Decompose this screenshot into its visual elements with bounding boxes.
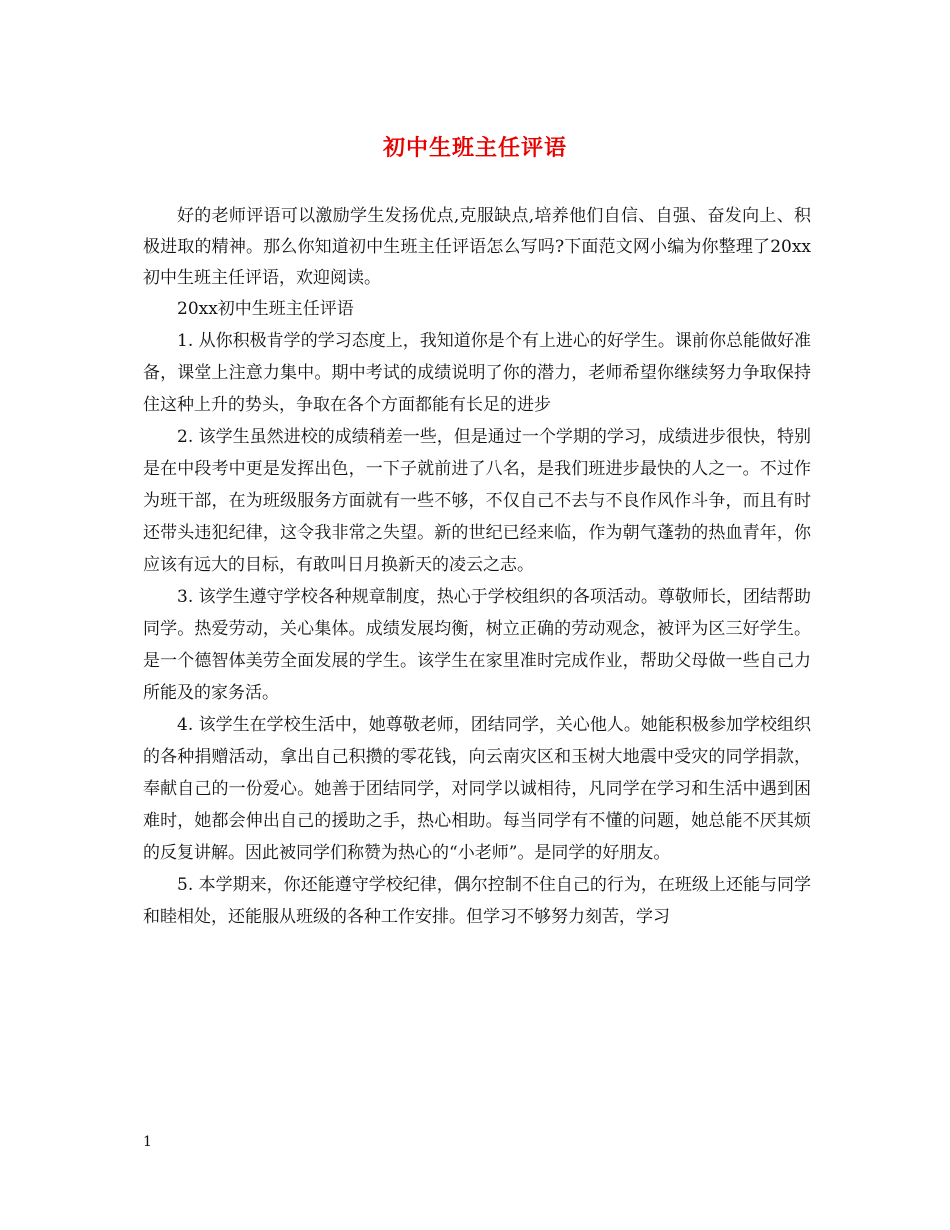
comment-item-2: 2. 该学生虽然进校的成绩稍差一些，但是通过一个学期的学习，成绩进步很快，特别是在中段考中更是发挥出色，一下子就前进了八名，是我们班进步最快的人之一。不过作为班干部，在为班级服务方面就有一些不够，不仅自己不去与不良作风作斗争，而且有时还带头违犯纪律，这令我非常之失望。新的世纪已经来临，作为朝气蓬勃的热血青年，你应该有远大的目标，有敢叫日月换新天的凌云之志。 <box>143 427 811 575</box>
comment-item-3: 3. 该学生遵守学校各种规章制度，热心于学校组织的各项活动。尊敬师长，团结帮助同学。热爱劳动，关心集体。成绩发展均衡，树立正确的劳动观念，被评为区三好学生。是一个德智体美劳全面发展的学生。该学生在家里准时完成作业，帮助父母做一些自己力所能及的家务活。 <box>143 587 811 703</box>
comment-item-5: 5. 本学期来，你还能遵守学校纪律，偶尔控制不住自己的行为，在班级上还能与同学和睦相处，还能服从班级的各种工作安排。但学习不够努力刻苦，学习 <box>143 875 811 927</box>
section-heading: 20xx初中生班主任评语 <box>177 299 354 319</box>
document-title: 初中生班主任评语 <box>382 135 567 161</box>
comment-item-4: 4. 该学生在学校生活中，她尊敬老师，团结同学，关心他人。她能积极参加学校组织的各种捐赠活动，拿出自己积攒的零花钱，向云南灾区和玉树大地震中受灾的同学捐款，奉献自己的一份爱心。她善于团结同学，对同学以诚相待，凡同学在学习和生活中遇到困难时，她都会伸出自己的援助之手，热心相助。每当同学有不懂的问题，她总能不厌其烦的反复讲解。因此被同学们称赞为热心的“小老师”。是同学的好朋友。 <box>143 715 811 863</box>
comment-item-1: 1. 从你积极肯学的学习态度上，我知道你是个有上进心的好学生。课前你总能做好准备，课堂上注意力集中。期中考试的成绩说明了你的潜力，老师希望你继续努力争取保持住这种上升的势头，争取在各个方面都能有长足的进步 <box>143 331 811 415</box>
page-number: 1 <box>143 1134 152 1150</box>
document-body <box>143 201 811 933</box>
intro-paragraph: 好的老师评语可以激励学生发扬优点,克服缺点,培养他们自信、自强、奋发向上、积极进取的精神。那么你知道初中生班主任评语怎么写吗?下面范文网小编为你整理了20xx初中生班主任评语，欢迎阅读。 <box>143 206 811 288</box>
